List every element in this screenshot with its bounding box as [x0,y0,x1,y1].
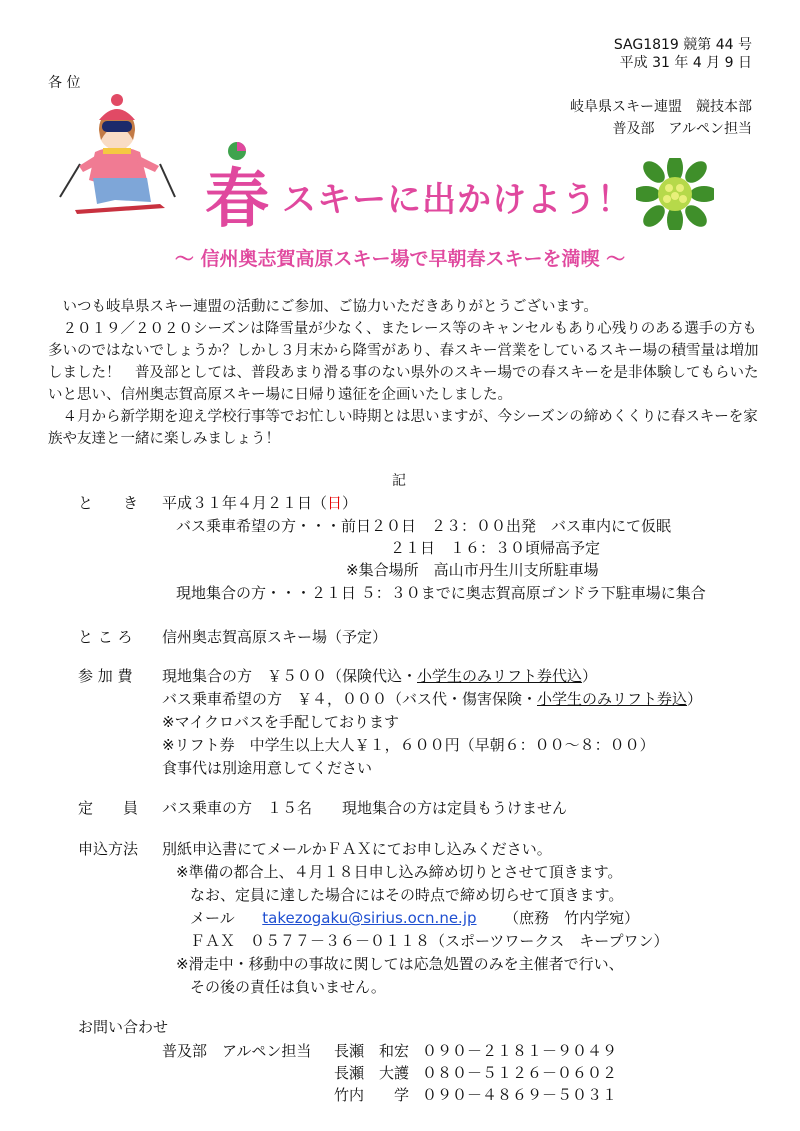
sender-dept: 普及部 アルペン担当 [612,121,752,137]
title-big-char: 春 [205,148,269,240]
fee-note-microbus: ※マイクロバスを手配しております [162,713,399,731]
contact-name: 長瀬 和宏 [334,1042,410,1060]
mail-row [190,907,639,928]
fee-note-lift: ※リフト券 中学生以上大人￥１，６００円（早朝６：００～８：００） [162,736,655,754]
intro-paragraph-3: ４月から新学期を迎え学校行事等でお忙しい時期とは思いますが、今シーズンの締めくくりに春スキーを家族や友達と一緒に楽しみましょう！ [48,409,758,447]
ki-heading: 記 [392,473,406,489]
contact-label: お問い合わせ [78,1018,169,1036]
sunday-mark: 日 [327,494,343,512]
local-meeting: 現地集合の方・・・２１日 ５：３０までに奥志賀高原ゴンドラ下駐車場に集合 [176,584,706,602]
contact-phone: ０９０－２１８１－９０４９ [422,1042,618,1060]
apply-capacity-note: なお、定員に達した場合にはその時点で締め切らせて頂きます。 [190,886,624,904]
contact-name: 長瀬 大護 [334,1064,410,1082]
contact-name: 竹内 学 [334,1086,410,1104]
page-title: スキーに出かけよう！ [282,180,632,220]
fee-note-meal: 食事代は別途用意してください [162,759,373,777]
tokoro-label: と こ ろ [78,628,133,646]
intro-paragraph-1: いつも岐阜県スキー連盟の活動にご参加、ご協力いただきありがとうございます。 [48,299,598,315]
bus-departure: バス乗車希望の方・・・前日２０日 ２３：００出発 バス車内にて仮眠 [176,517,672,535]
bus-return: ２１日 １６：３０頃帰高予定 [390,539,601,557]
doc-date: 平成 31 年 4 月 9 日 [619,55,752,71]
skier-illustration [55,92,180,222]
mail-link[interactable]: takezogaku@sirius.ocn.ne.jp [262,909,477,927]
capacity-label: 定 員 [78,799,139,817]
apply-label: 申込方法 [78,840,139,858]
contact-phone: ０９０－４８６９－５０３１ [422,1086,618,1104]
event-date: 平成３１年４月２１日（日） [162,494,358,512]
fax-row: ＦＡＸ ０５７７－３６－０１１８（スポーツワークス キープワン） [190,932,669,950]
fee-label: 参 加 費 [78,667,133,685]
accident-note-2: その後の責任は負いません。 [190,978,386,996]
doc-number: SAG1819 競第 44 号 [613,37,752,53]
toki-label: と き [78,494,139,512]
mail-note: （庶務 竹内学宛） [504,909,640,927]
venue: 信州奥志賀高原スキー場（予定） [162,628,388,646]
contact-dept: 普及部 アルペン担当 [162,1042,312,1060]
capacity-value: バス乗車の方 １５名 現地集合の方は定員もうけません [162,799,568,817]
contact-phone: ０８０－５１２６－０６０２ [422,1064,618,1082]
mail-label: メール [190,909,235,927]
sender-org: 岐阜県スキー連盟 競技本部 [570,99,752,115]
addressee: 各 位 [48,75,81,91]
accident-note-1: ※滑走中・移動中の事故に関しては応急処置のみを主催者で行い、 [176,955,624,973]
meeting-place: ※集合場所 高山市丹生川支所駐車場 [346,561,599,579]
flower-illustration [636,158,714,230]
fee-local: 現地集合の方 ￥５００（保険代込・小学生のみリフト券代込） [162,667,598,685]
intro-paragraph-2: ２０１９／２０２０シーズンは降雪量が少なく、またレース等のキャンセルもあり心残りのある選手の方も多いのではないでしょうか？しかし３月末から降雪があり、春スキー営業をしているスキー場の積雪量は増加しました！ 普及部としては、普段あまり滑る事のない県外のスキー場での春スキーを是非体験してもらいたいと思い、信州奥志賀高原スキー場に日帰り遠征を企画いたしました。 [48,321,759,403]
apply-deadline: ※準備の都合上、４月１８日申し込み締め切りとさせて頂きます。 [176,863,623,881]
fee-bus: バス乗車希望の方 ￥４，０００（バス代・傷害保険・小学生のみリフト券込） [162,690,703,708]
apply-line-1: 別紙申込書にてメールかＦＡＸにてお申し込みください。 [162,840,552,858]
bud-icon [227,140,247,162]
subtitle: ～ 信州奥志賀高原スキー場で早朝春スキーを満喫 ～ [174,248,626,270]
